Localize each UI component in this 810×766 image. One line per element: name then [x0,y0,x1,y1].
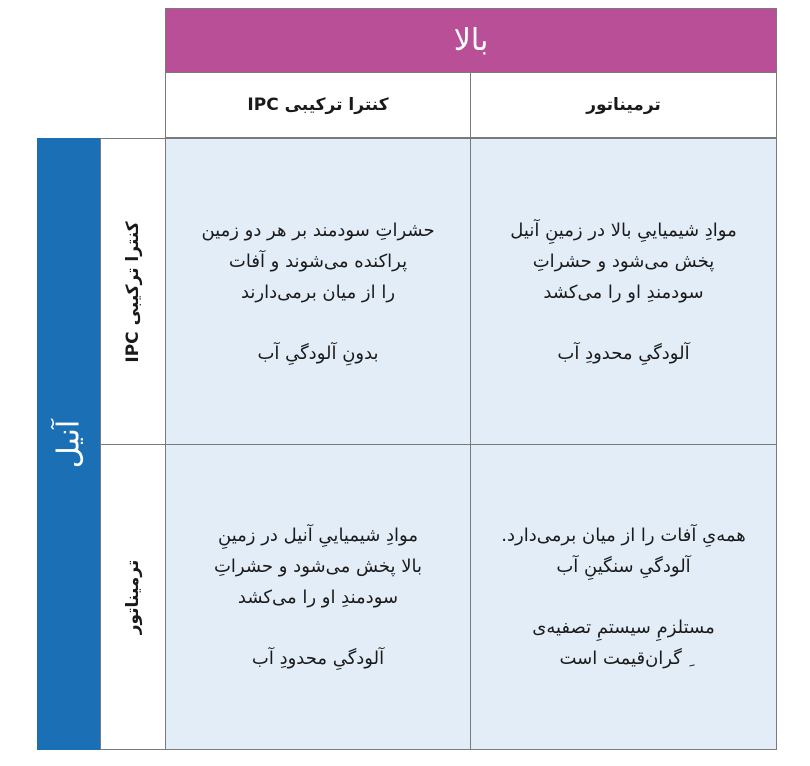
column-header-ipc [165,72,471,138]
row-header-terminator [100,444,166,750]
cell-terminator-ipc [165,444,471,750]
cell-line: آلودگیِ سنگینِ آب [556,556,691,577]
cell-line: سودمندِ او را می‌کشد [237,587,399,608]
cell-line: سودمندِ او را می‌کشد [543,281,704,303]
cell-line: همه‌یِ آفات را از میان برمی‌دارد. [501,525,746,546]
top-player-label: بالا [453,23,489,58]
cell-note: آلودگیِ محدودِ آب [251,648,385,669]
cell-line: موادِ شیمیاییِ آنیل در زمینِ [218,525,418,546]
cell-note [532,612,715,674]
column-header-ipc-label: کنترا ترکیبی IPC [247,95,389,115]
cell-note: آلودگیِ محدودِ آب [557,342,690,364]
cell-line: ِ گران‌قیمت است [559,648,688,669]
cell-line: پراکنده می‌شوند و آفات [228,250,408,272]
row-header-terminator-label: ترميناتور [123,559,143,635]
row-header-ipc [100,138,166,445]
row-header-ipc-label: کنترا ترکیبی IPC [123,220,143,363]
column-header-terminator [470,72,777,138]
column-header-terminator-label: ترميناتور [586,95,661,115]
cell-description [510,215,736,308]
cell-description [501,520,745,582]
left-player-label: آنیل [51,419,87,469]
cell-description [214,520,422,613]
cell-description [201,215,434,308]
left-player-header [37,138,101,750]
cell-ipc-terminator [470,138,777,445]
cell-line: پخش می‌شود و حشراتِ [532,250,715,272]
cell-terminator-terminator [470,444,777,750]
cell-note: بدونِ آلودگیِ آب [257,342,379,364]
cell-line: مستلزمِ سیستمِ تصفیه‌ی [532,617,715,638]
cell-line: بالا پخش می‌شود و حشراتِ [213,556,423,577]
cell-ipc-ipc [165,138,471,445]
cell-line: موادِ شیمیاییِ بالا در زمینِ آنیل [510,219,737,241]
top-player-header [165,8,777,73]
cell-line: را از میان برمی‌دارند [240,281,396,303]
cell-line: حشراتِ سودمند بر هر دو زمین [201,219,435,241]
